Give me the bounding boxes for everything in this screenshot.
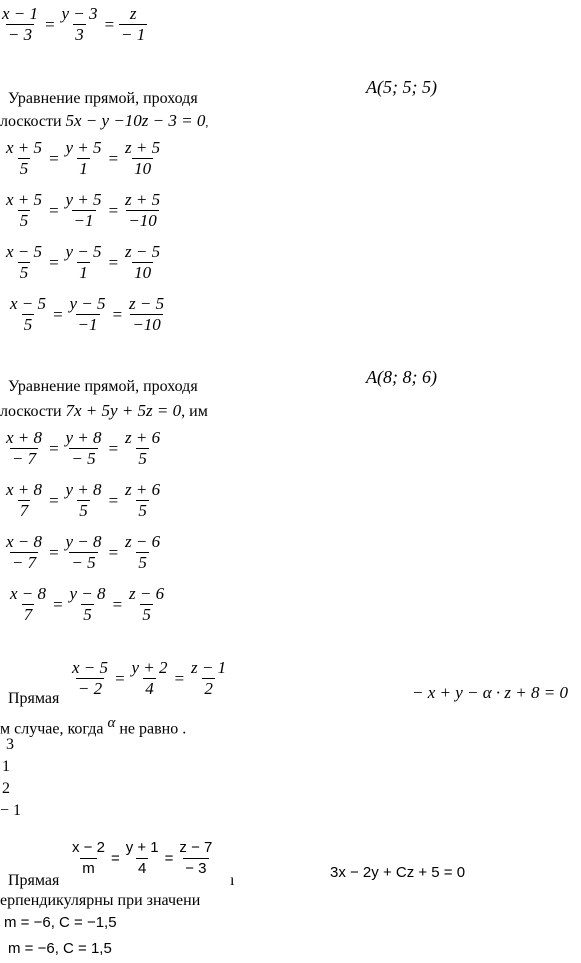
answer-option[interactable]: $\frac{x - 5}{5}$ = $\frac{y - 5}{-1}$ = $\frac{z - 5}{-10}$ <box>10 294 165 334</box>
fraction: $\frac{z}{- 1}$ <box>121 4 146 44</box>
truncated-text: ı <box>230 872 235 889</box>
answer-option[interactable]: $\frac{x + 5}{5}$ = $\frac{y + 5}{-1}$ = $\frac{z + 5}{-10}$ <box>6 190 161 230</box>
alpha-symbol: α <box>107 715 116 731</box>
question-2-text: Уравнение прямой, проходя <box>8 378 198 395</box>
question-2-point: A(8; 8; 6) <box>366 367 437 387</box>
plane-equation: − x + y − α · z + 8 = 0 <box>412 683 568 702</box>
answer-option[interactable]: m = −6, C = 1,5 <box>8 940 112 957</box>
question-1-plane-line: лоскости 5x − y −10z − 3 = 0, <box>0 111 209 130</box>
plane-equation: 7x + 5y + 5z = 0 <box>65 401 182 420</box>
fraction: $\frac{x - 1}{- 3}$ <box>2 4 39 44</box>
condition-line: м случае, когда $^\alpha$ не равно . <box>0 715 187 738</box>
answer-option[interactable]: 2 <box>2 780 10 797</box>
answer-option[interactable]: − 1 <box>0 802 22 819</box>
line-label: Прямая <box>8 690 60 707</box>
line-equation: $\frac{x - 5}{- 2}$ = $\frac{y + 2}{4}$ = $\frac{z - 1}{2}$ <box>72 658 227 698</box>
answer-option[interactable]: m = −6, C = −1,5 <box>4 914 117 931</box>
answer-option[interactable]: $\frac{x - 8}{- 7}$ = $\frac{y - 8}{- 5}$ = $\frac{z - 6}{5}$ <box>6 532 161 572</box>
answer-option[interactable]: 3 <box>6 736 14 753</box>
answer-option[interactable]: $\frac{x - 8}{7}$ = $\frac{y - 8}{5}$ = $\frac{z - 6}{5}$ <box>10 584 165 624</box>
question-1-point: A(5; 5; 5) <box>366 77 437 97</box>
plane-equation: 3x − 2y + Cz + 5 = 0 <box>330 864 466 881</box>
condition-line: ерпендикулярны при значени <box>0 892 201 909</box>
line-label: Прямая <box>8 872 60 889</box>
equation-top: $\frac{x - 1}{- 3}$ = $\frac{y - 3}{3}$ = $\frac{z}{- 1}$ <box>2 4 146 44</box>
plane-equation: 5x − y −10z − 3 = 0 <box>65 111 206 130</box>
line-equation: $\frac{x - 2}{m}$ = $\frac{y + 1}{4}$ = $\frac{z - 7}{- 3}$ <box>72 839 213 877</box>
fraction: $\frac{y - 3}{3}$ <box>61 4 98 44</box>
answer-option[interactable]: 1 <box>2 758 10 775</box>
answer-option[interactable]: $\frac{x + 8}{7}$ = $\frac{y + 8}{5}$ = $\frac{z + 6}{5}$ <box>6 480 161 520</box>
answer-option[interactable]: $\frac{x + 5}{5}$ = $\frac{y + 5}{1}$ = $\frac{z + 5}{10}$ <box>6 138 161 178</box>
question-1-text: Уравнение прямой, проходя <box>8 90 198 107</box>
question-2-plane-line: лоскости 7x + 5y + 5z = 0, им <box>0 401 208 420</box>
answer-option[interactable]: $\frac{x - 5}{5}$ = $\frac{y - 5}{1}$ = $\frac{z - 5}{10}$ <box>6 242 161 282</box>
answer-option[interactable]: $\frac{x + 8}{- 7}$ = $\frac{y + 8}{- 5}$ = $\frac{z + 6}{5}$ <box>6 428 161 468</box>
